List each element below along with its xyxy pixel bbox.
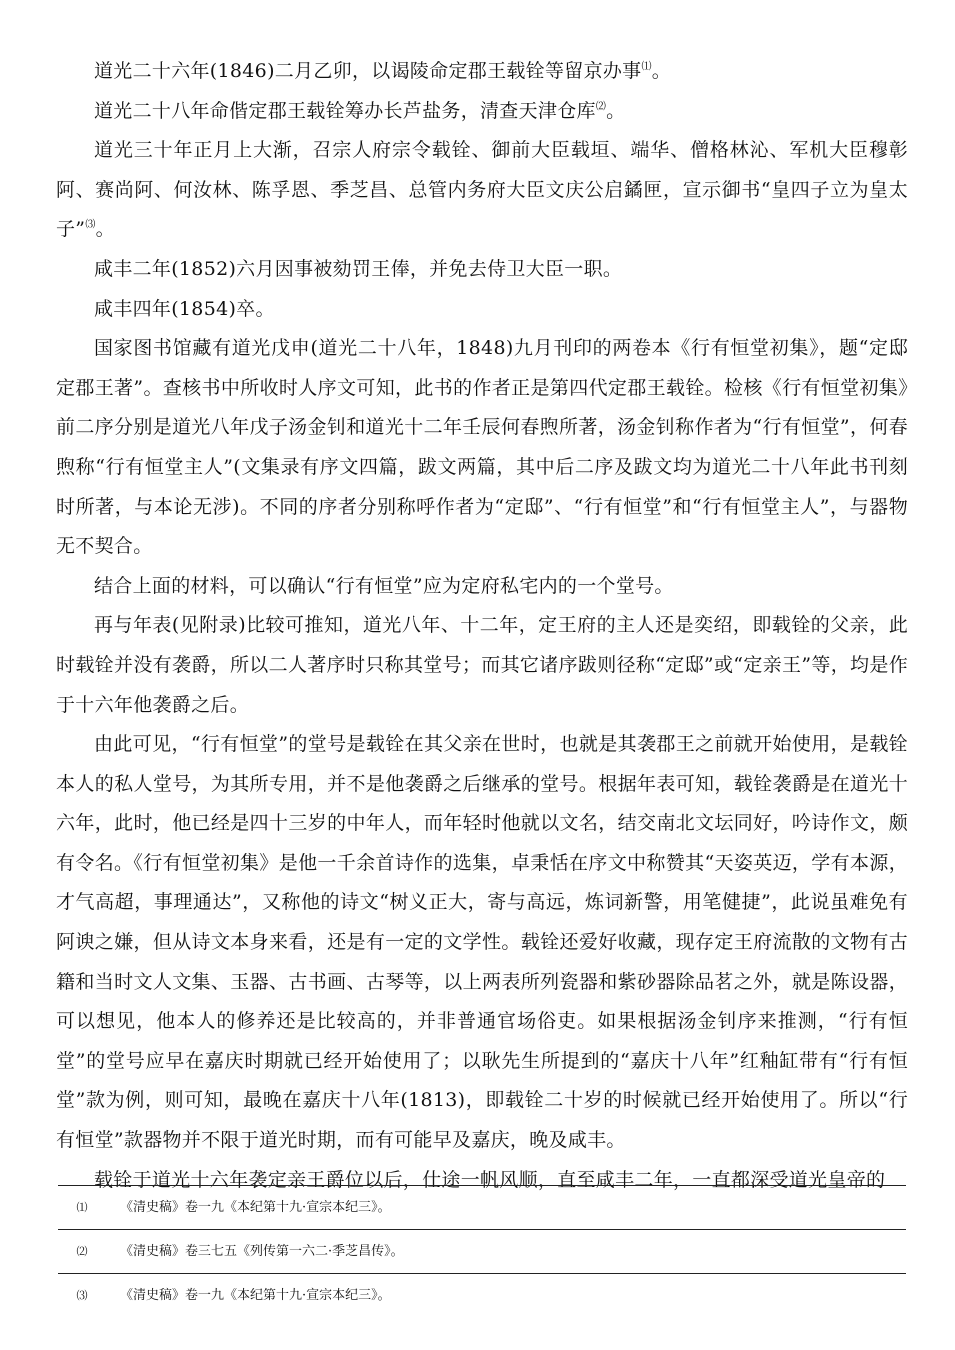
- paragraph: [56, 606, 908, 725]
- footnote-text: 《清史稿》卷三七五《列传第一六二·季芝昌传》。: [120, 1244, 404, 1259]
- paragraph: [56, 250, 908, 290]
- footnote-text: 《清史稿》卷一九《本纪第十九·宣宗本纪三》。: [120, 1200, 391, 1215]
- footnote-item: [58, 1186, 906, 1229]
- paragraph: [56, 567, 908, 607]
- footnote-item: [58, 1274, 906, 1317]
- paragraph: [56, 329, 908, 567]
- paragraph: [56, 290, 908, 330]
- paragraph-text: 结合上面的材料，可以确认“行有恒堂”应为定府私宅内的一个堂号。: [94, 574, 674, 597]
- footnote-mark: ⑶: [76, 1289, 88, 1302]
- footnote-mark: ⑵: [76, 1245, 88, 1258]
- footnote-ref: ⑴: [641, 61, 652, 73]
- paragraph-tail: 。: [651, 60, 672, 82]
- paragraph: [56, 92, 908, 132]
- paragraph: [56, 725, 908, 1161]
- paragraph-text: 道光三十年正月上大渐，召宗人府宗令载铨、御前大臣载垣、端华、僧格林沁、军机大臣穆彰阿、赛尚阿、何汝林、陈孚恩、季芝昌、总管内务府大臣文庆公启鐍匣，宣示御书“皇四子立为皇太子”: [56, 139, 908, 241]
- footnote-ref: ⑵: [595, 101, 607, 113]
- paragraph-text: 道光二十八年命偕定郡王载铨筹办长芦盐务，清查天津仓库: [94, 99, 596, 122]
- paragraph-text: 咸丰二年(1852)六月因事被劾罚王俸，并免去侍卫大臣一职。: [94, 257, 623, 280]
- paragraph-text: 道光二十六年(1846)二月乙卯，以谒陵命定郡王载铨等留京办事: [94, 60, 642, 82]
- footnote-ref: ⑶: [85, 220, 96, 232]
- paragraph-text: 再与年表(见附录)比较可推知，道光八年、十二年，定王府的主人还是奕绍，即载铨的父亲，此时载铨并没有袭爵，所以二人著序时只称其堂号；而其它诸序跋则径称“定邸”或“定亲王”等，均是作于十六年他袭爵之后。: [56, 614, 908, 716]
- paragraph-text: 国家图书馆藏有道光戊申(道光二十八年，1848)九月刊印的两卷本《行有恒堂初集》，题“定邸定郡王著”。查核书中所收时人序文可知，此书的作者正是第四代定郡王载铨。检核《行有恒堂初集》前二序分别是道光八年戊子汤金钊和道光十二年壬辰何春煦所著，汤金钊称作者为“行有恒堂”，何春煦称“行有恒堂主人”(文集录有序文四篇，跋文两篇，其中后二序及跋文均为道光二十八年此书刊刻时所著，与本论无涉)。不同的序者分别称呼作者为“定邸”、“行有恒堂”和“行有恒堂主人”，与器物无不契合。: [56, 337, 908, 558]
- footnote-mark: ⑴: [76, 1201, 88, 1214]
- paragraph: [56, 131, 908, 250]
- paragraph: [56, 52, 908, 92]
- body-text: [56, 52, 908, 1200]
- paragraph-text: 由此可见，“行有恒堂”的堂号是载铨在其父亲在世时，也就是其袭郡王之前就开始使用，是载铨本人的私人堂号，为其所专用，并不是他袭爵之后继承的堂号。根据年表可知，载铨袭爵是在道光十六年，此时，他已经是四十三岁的中年人，而年轻时他就以文名，结交南北文坛同好，吟诗作文，颇有令名。《行有恒堂初集》是他一千余首诗作的选集，卓秉恬在序文中称赞其“天姿英迈，学有本源，才气高超，事理通达”，又称他的诗文“树义正大，寄与高远，炼词新警，用笔健捷”，此说虽难免有阿谀之嫌，但从诗文本身来看，还是有一定的文学性。载铨还爱好收藏，现存定王府流散的文物有古籍和当时文人文集、玉器、古书画、古琴等，以上两表所列瓷器和紫砂器除品茗之外，就是陈设器，可以想见，他本人的修养还是比较高的，并非普通官场俗吏。如果根据汤金钊序来推测，“行有恒堂”的堂号应早在嘉庆时期就已经开始使用了；以耿先生所提到的“嘉庆十八年”红釉缸带有“行有恒堂”款为例，则可知，最晚在嘉庆十八年(1813)，即载铨二十岁的时候就已经开始使用了。所以“行有恒堂”款器物并不限于道光时期，而有可能早及嘉庆，晚及咸丰。: [56, 733, 908, 1152]
- paragraph-text: 载铨于道光十六年袭定亲王爵位以后，仕途一帆风顺，直至咸丰二年，一直都深受道光皇帝的: [94, 1168, 886, 1191]
- footnotes: [58, 1185, 906, 1317]
- paragraph-tail: 。: [95, 218, 115, 241]
- paragraph-text: 咸丰四年(1854)卒。: [94, 297, 275, 320]
- footnote-text: 《清史稿》卷一九《本纪第十九·宣宗本纪三》。: [120, 1288, 391, 1303]
- paragraph-tail: 。: [606, 99, 626, 122]
- footnote-item: [58, 1230, 906, 1273]
